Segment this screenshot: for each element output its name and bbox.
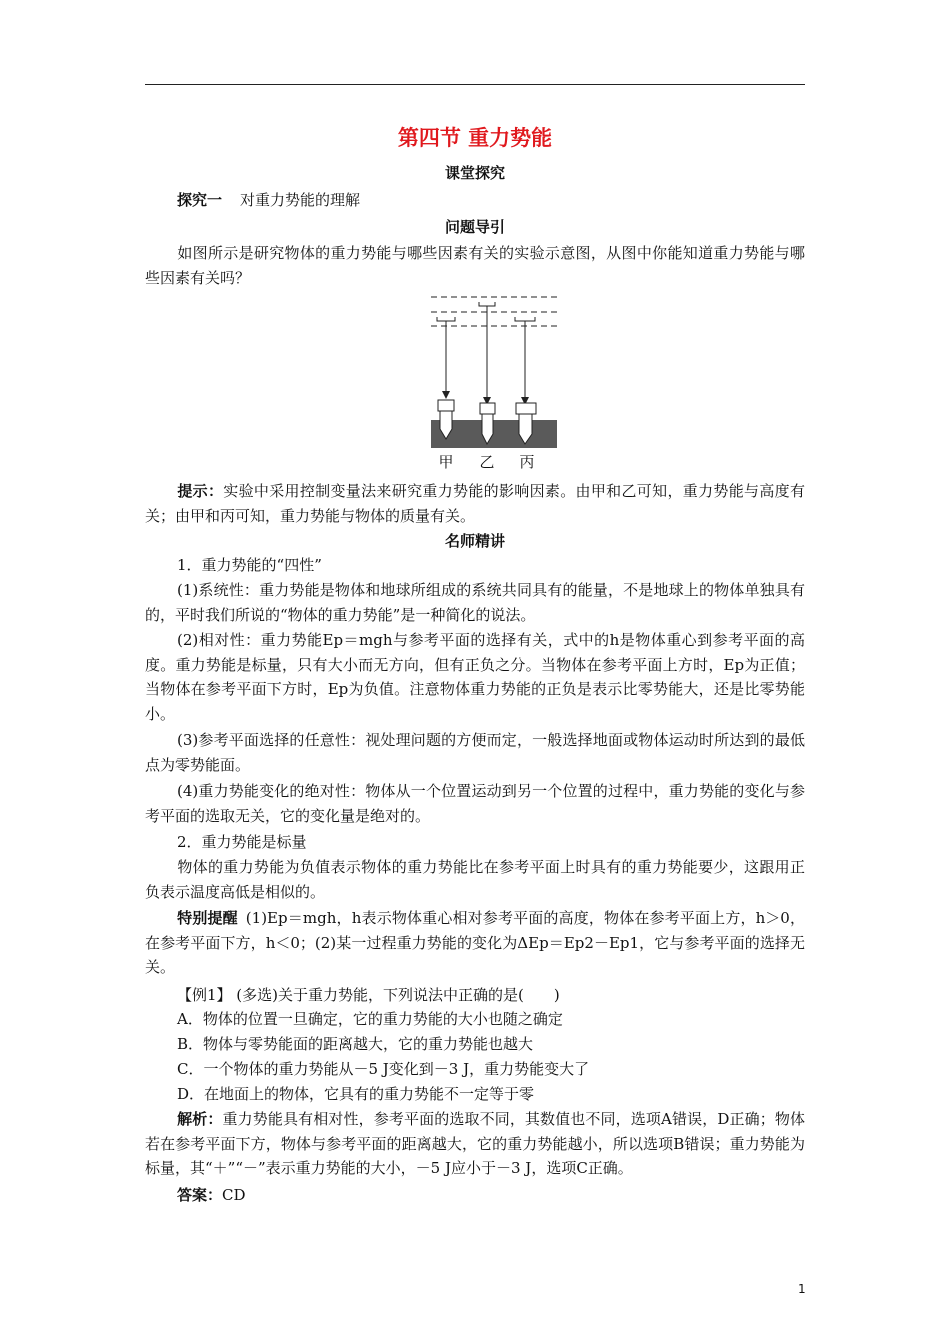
- point2-heading: 2．重力势能是标量: [177, 833, 307, 851]
- p2-text: (2)相对性：重力势能Ep＝mgh与参考平面的选择有关，式中的h是物体重心到参考平面的高度。重力势能是标量，只有大小而无方向，但有正负之分。当物体在参考平面上方时，Ep为正值；当物体在参考平面下方时，Ep为负值。注意物体重力势能的正负是表示比零势能大，还是比零势能小。: [145, 631, 805, 723]
- analysis-paragraph: [145, 1107, 805, 1181]
- example-stem: 【例1】 (多选)关于重力势能，下列说法中正确的是( ): [177, 986, 560, 1004]
- question-paragraph: [145, 241, 805, 290]
- option-b: B．物体与零势能面的距离越大，它的重力势能也越大: [177, 1035, 534, 1053]
- label-yi: 乙: [479, 453, 495, 471]
- block-yi-outline: [479, 302, 495, 306]
- header-rule: [145, 84, 805, 85]
- p5-text: 物体的重力势能为负值表示物体的重力势能比在参考平面上时具有的重力势能要少，这跟用正负表示温度高低是相似的。: [145, 858, 805, 901]
- point1-p1: [145, 578, 805, 627]
- hint-text: 实验中采用控制变量法来研究重力势能的影响因素。由甲和乙可知，重力势能与高度有关；由甲和丙可知，重力势能与物体的质量有关。: [145, 482, 805, 525]
- hint-label: 提示：: [177, 482, 224, 500]
- page-number: 1: [798, 1282, 806, 1296]
- question-guide-heading: 问题导引: [444, 218, 505, 236]
- option-a: A．物体的位置一旦确定，它的重力势能的大小也随之确定: [177, 1010, 563, 1028]
- section-heading: 课堂探究: [444, 164, 505, 182]
- option-d: D．在地面上的物体，它具有的重力势能不一定等于零: [177, 1085, 535, 1103]
- label-jia: 甲: [438, 453, 454, 471]
- point1-p2: [145, 628, 805, 726]
- weight-bing: [516, 403, 536, 414]
- point1-p4: [145, 779, 805, 828]
- analysis-text: 重力势能具有相对性，参考平面的选取不同，其数值也不同，选项A错误，D正确；物体若在参考平面下方，物体与参考平面的距离越大，它的重力势能越小，所以选项B错误；重力势能为标量，其“＋”“－”表示重力势能的大小，－5 J应小于－3 J，选项C正确。: [145, 1110, 805, 1177]
- explore-text: 对重力势能的理解: [240, 191, 361, 209]
- block-jia-outline: [437, 317, 455, 321]
- explore-heading: [145, 188, 837, 212]
- answer-line: [145, 1183, 837, 1207]
- weight-jia: [438, 400, 454, 411]
- p4-text: (4)重力势能变化的绝对性：物体从一个位置运动到另一个位置的过程中，重力势能的变化与参考平面的选取无关，它的变化量是绝对的。: [145, 782, 805, 825]
- analysis-label: 解析：: [177, 1110, 223, 1128]
- p3-text: (3)参考平面选择的任意性：视处理问题的方便而定，一般选择地面或物体运动时所达到的最低点为零势能面。: [145, 731, 805, 774]
- answer-text: CD: [222, 1186, 246, 1204]
- explore-label: 探究一: [177, 191, 223, 209]
- option-c: C．一个物体的重力势能从－5 J变化到－3 J，重力势能变大了: [177, 1060, 590, 1078]
- experiment-figure: [429, 293, 559, 473]
- arrow-jia: [442, 391, 450, 399]
- point1-heading: 1．重力势能的“四性”: [177, 556, 322, 574]
- page-title: 第四节 重力势能: [397, 126, 553, 150]
- hint-paragraph: [145, 479, 805, 528]
- point2-paragraph: [145, 855, 805, 904]
- special-label: 特别提醒: [177, 909, 238, 927]
- point1-p3: [145, 728, 805, 777]
- block-bing-outline: [515, 317, 535, 321]
- special-text: (1)Ep＝mgh，h表示物体重心相对参考平面的高度，物体在参考平面上方，h＞0，在参考平面下方，h＜0；(2)某一过程重力势能的变化为ΔEp＝Ep2－Ep1，它与参考平面的选择无关。: [145, 909, 805, 976]
- p1-text: (1)系统性：重力势能是物体和地球所组成的系统共同具有的能量，不是地球上的物体单独具有的，平时我们所说的“物体的重力势能”是一种简化的说法。: [145, 581, 805, 624]
- label-bing: 丙: [519, 453, 535, 471]
- question-text: 如图所示是研究物体的重力势能与哪些因素有关的实验示意图，从图中你能知道重力势能与哪些因素有关吗？: [145, 244, 805, 287]
- weight-yi: [480, 403, 495, 414]
- answer-label: 答案：: [177, 1186, 223, 1204]
- teacher-heading: 名师精讲: [444, 532, 505, 550]
- special-note: [145, 906, 805, 980]
